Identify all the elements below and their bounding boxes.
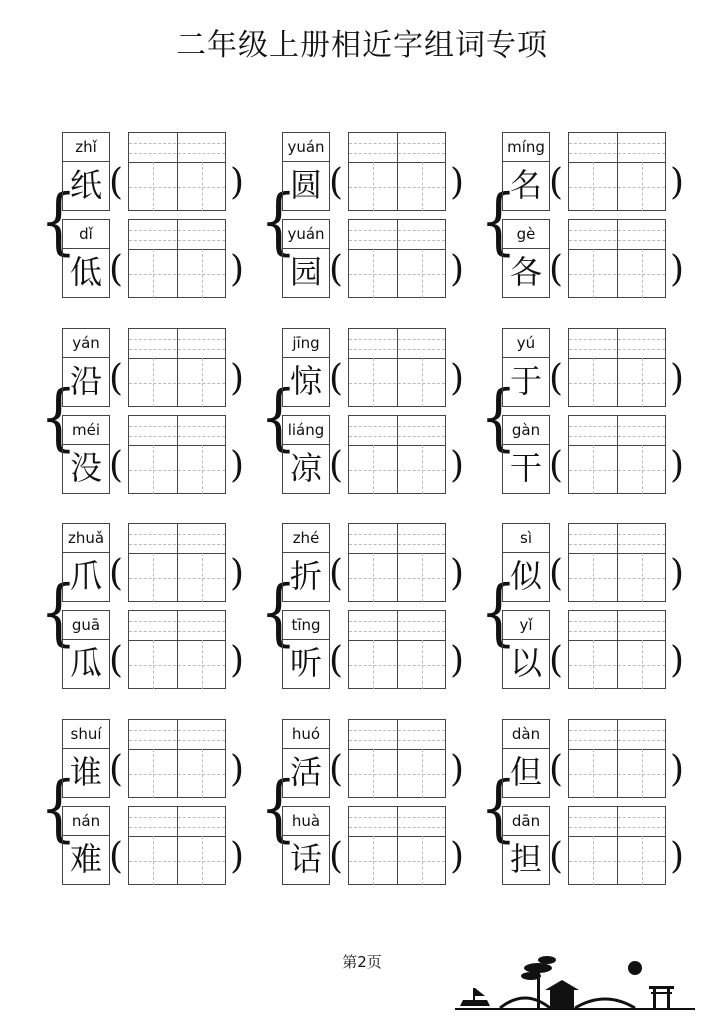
hanzi-character: 难: [62, 835, 110, 885]
character-entry: [502, 219, 692, 299]
hanzi-character: 没: [62, 444, 110, 494]
character-entry: [282, 415, 472, 495]
writing-grid[interactable]: [128, 219, 226, 298]
close-paren: ): [670, 445, 685, 486]
close-paren: ): [450, 640, 465, 681]
character-entry: [282, 523, 472, 603]
writing-grid[interactable]: [568, 806, 666, 885]
close-paren: ): [670, 358, 685, 399]
pinyin-label: huó: [282, 719, 330, 749]
pinyin-label: zhuǎ: [62, 523, 110, 553]
word-group: [480, 132, 690, 302]
character-entry: [62, 523, 252, 603]
brace: {: [480, 764, 517, 850]
pinyin-label: liáng: [282, 415, 330, 445]
close-paren: ): [670, 640, 685, 681]
open-paren: (: [549, 640, 564, 681]
pinyin-label: dǐ: [62, 219, 110, 249]
writing-grid[interactable]: [348, 523, 446, 602]
writing-grid[interactable]: [568, 415, 666, 494]
pinyin-label: yǐ: [502, 610, 550, 640]
brace: {: [40, 373, 77, 459]
open-paren: (: [549, 749, 564, 790]
hanzi-character: 折: [282, 552, 330, 602]
word-group: [40, 328, 250, 498]
close-paren: ): [450, 249, 465, 290]
pinyin-label: nán: [62, 806, 110, 836]
pinyin-label: huà: [282, 806, 330, 836]
close-paren: ): [450, 358, 465, 399]
open-paren: (: [549, 162, 564, 203]
hanzi-character: 惊: [282, 357, 330, 407]
character-entry: [282, 132, 472, 212]
decorative-landscape-illustration: [455, 950, 695, 1014]
close-paren: ): [670, 749, 685, 790]
character-entry: [502, 523, 692, 603]
open-paren: (: [329, 249, 344, 290]
hanzi-character: 圆: [282, 161, 330, 211]
writing-grid[interactable]: [568, 328, 666, 407]
hanzi-character: 干: [502, 444, 550, 494]
hanzi-character: 谁: [62, 748, 110, 798]
close-paren: ): [450, 553, 465, 594]
brace: {: [260, 764, 297, 850]
hanzi-character: 似: [502, 552, 550, 602]
close-paren: ): [670, 249, 685, 290]
pinyin-label: yuán: [282, 219, 330, 249]
hanzi-character: 各: [502, 248, 550, 298]
word-group: [260, 523, 470, 693]
close-paren: ): [230, 836, 245, 877]
character-entry: [282, 328, 472, 408]
character-entry: [502, 806, 692, 886]
pinyin-label: shuí: [62, 719, 110, 749]
open-paren: (: [109, 553, 124, 594]
character-entry: [282, 806, 472, 886]
character-entry: [502, 610, 692, 690]
close-paren: ): [230, 749, 245, 790]
pinyin-label: gè: [502, 219, 550, 249]
close-paren: ): [450, 749, 465, 790]
word-group: [260, 328, 470, 498]
writing-grid[interactable]: [348, 415, 446, 494]
hanzi-character: 瓜: [62, 639, 110, 689]
character-entry: [282, 219, 472, 299]
open-paren: (: [329, 162, 344, 203]
page-number: 第2页: [342, 953, 382, 971]
open-paren: (: [549, 358, 564, 399]
pinyin-label: sì: [502, 523, 550, 553]
close-paren: ): [230, 553, 245, 594]
hanzi-character: 于: [502, 357, 550, 407]
hanzi-character: 沿: [62, 357, 110, 407]
open-paren: (: [329, 640, 344, 681]
open-paren: (: [549, 553, 564, 594]
hanzi-character: 话: [282, 835, 330, 885]
word-group: [40, 132, 250, 302]
brace: {: [260, 177, 297, 263]
hanzi-character: 低: [62, 248, 110, 298]
writing-grid[interactable]: [348, 610, 446, 689]
brace: {: [480, 177, 517, 263]
character-entry: [62, 610, 252, 690]
open-paren: (: [549, 249, 564, 290]
brace: {: [260, 373, 297, 459]
character-entry: [62, 719, 252, 799]
brace: {: [40, 177, 77, 263]
character-entry: [502, 132, 692, 212]
writing-grid[interactable]: [128, 415, 226, 494]
open-paren: (: [109, 249, 124, 290]
open-paren: (: [549, 445, 564, 486]
writing-grid[interactable]: [128, 719, 226, 798]
pinyin-label: yuán: [282, 132, 330, 162]
brace: {: [260, 568, 297, 654]
hanzi-character: 但: [502, 748, 550, 798]
close-paren: ): [670, 836, 685, 877]
writing-grid[interactable]: [348, 806, 446, 885]
writing-grid[interactable]: [348, 328, 446, 407]
pinyin-label: dàn: [502, 719, 550, 749]
word-group: [40, 523, 250, 693]
writing-grid[interactable]: [568, 219, 666, 298]
word-group: [40, 719, 250, 889]
pinyin-label: yán: [62, 328, 110, 358]
word-group: [480, 328, 690, 498]
open-paren: (: [329, 749, 344, 790]
character-entry: [62, 132, 252, 212]
close-paren: ): [450, 445, 465, 486]
writing-grid[interactable]: [568, 523, 666, 602]
open-paren: (: [329, 445, 344, 486]
character-entry: [62, 328, 252, 408]
pinyin-label: guā: [62, 610, 110, 640]
pinyin-label: zhǐ: [62, 132, 110, 162]
pinyin-label: zhé: [282, 523, 330, 553]
open-paren: (: [549, 836, 564, 877]
page-title: 二年级上册相近字组词专项: [176, 28, 548, 63]
writing-grid[interactable]: [128, 610, 226, 689]
word-group: [480, 523, 690, 693]
character-entry: [62, 219, 252, 299]
hanzi-character: 担: [502, 835, 550, 885]
open-paren: (: [109, 358, 124, 399]
character-entry: [282, 610, 472, 690]
open-paren: (: [329, 553, 344, 594]
pinyin-label: méi: [62, 415, 110, 445]
word-group: [260, 132, 470, 302]
close-paren: ): [450, 162, 465, 203]
hanzi-character: 名: [502, 161, 550, 211]
character-entry: [502, 415, 692, 495]
writing-grid[interactable]: [128, 132, 226, 211]
writing-grid[interactable]: [568, 610, 666, 689]
brace: {: [40, 764, 77, 850]
pinyin-label: yú: [502, 328, 550, 358]
open-paren: (: [109, 162, 124, 203]
close-paren: ): [670, 553, 685, 594]
writing-grid[interactable]: [568, 719, 666, 798]
hanzi-character: 活: [282, 748, 330, 798]
open-paren: (: [329, 358, 344, 399]
character-entry: [282, 719, 472, 799]
hanzi-character: 凉: [282, 444, 330, 494]
open-paren: (: [109, 749, 124, 790]
hanzi-character: 爪: [62, 552, 110, 602]
brace: {: [40, 568, 77, 654]
open-paren: (: [109, 836, 124, 877]
writing-grid[interactable]: [348, 132, 446, 211]
writing-grid[interactable]: [128, 806, 226, 885]
writing-grid[interactable]: [348, 719, 446, 798]
open-paren: (: [329, 836, 344, 877]
brace: {: [480, 568, 517, 654]
character-entry: [502, 328, 692, 408]
hanzi-character: 园: [282, 248, 330, 298]
brace: {: [480, 373, 517, 459]
open-paren: (: [109, 445, 124, 486]
close-paren: ): [450, 836, 465, 877]
character-entry: [62, 415, 252, 495]
pinyin-label: jīng: [282, 328, 330, 358]
pinyin-label: míng: [502, 132, 550, 162]
hanzi-character: 以: [502, 639, 550, 689]
open-paren: (: [109, 640, 124, 681]
writing-grid[interactable]: [128, 328, 226, 407]
writing-grid[interactable]: [128, 523, 226, 602]
hanzi-character: 听: [282, 639, 330, 689]
word-group: [260, 719, 470, 889]
close-paren: ): [230, 445, 245, 486]
close-paren: ): [670, 162, 685, 203]
word-group: [480, 719, 690, 889]
pinyin-label: dān: [502, 806, 550, 836]
close-paren: ): [230, 162, 245, 203]
writing-grid[interactable]: [348, 219, 446, 298]
close-paren: ): [230, 640, 245, 681]
character-entry: [62, 806, 252, 886]
pinyin-label: gàn: [502, 415, 550, 445]
writing-grid[interactable]: [568, 132, 666, 211]
pinyin-label: tīng: [282, 610, 330, 640]
character-entry: [502, 719, 692, 799]
hanzi-character: 纸: [62, 161, 110, 211]
close-paren: ): [230, 358, 245, 399]
close-paren: ): [230, 249, 245, 290]
